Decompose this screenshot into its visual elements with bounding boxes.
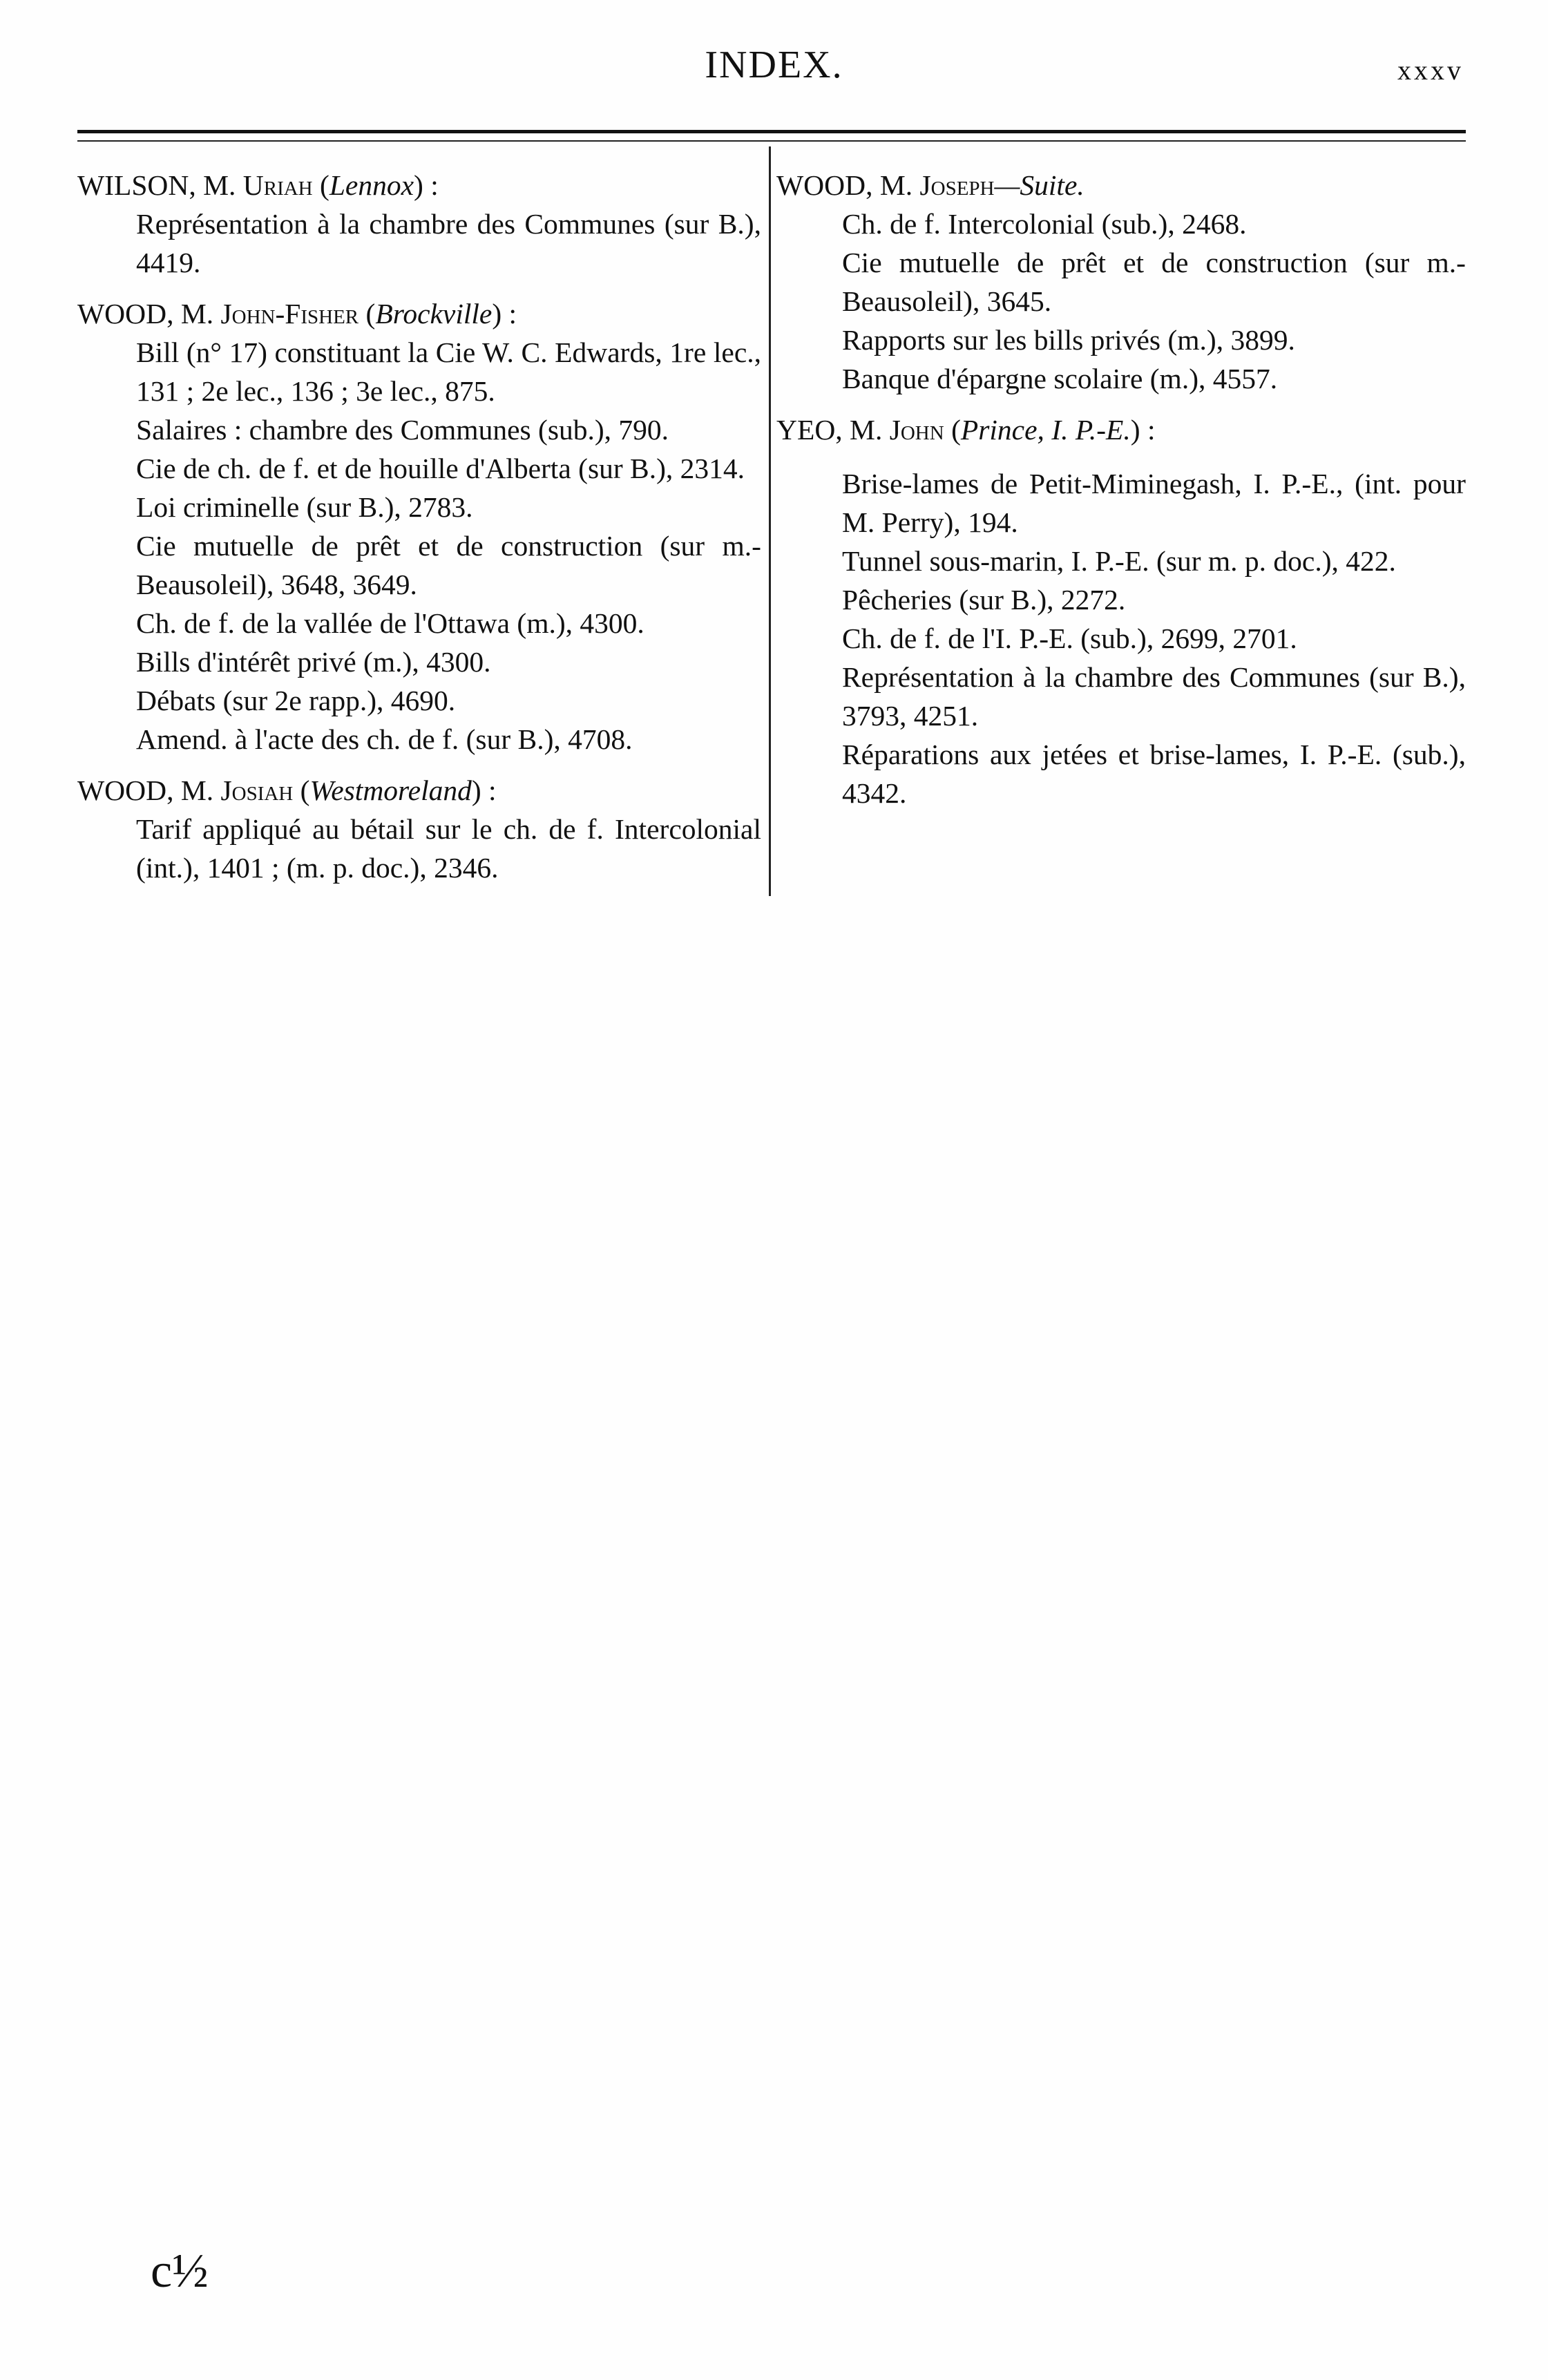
entry-name: WOOD, M. [77, 774, 221, 806]
entry-item: Représentation à la chambre des Communes (sur B.), 4419. [136, 208, 761, 278]
entry-item: Débats (sur 2e rapp.), 4690. [136, 685, 456, 716]
entry-heading: WOOD, M. John-Fisher (Brockville) : [77, 298, 517, 330]
entry-item: Réparations aux jetées et brise-lames, I. P.-E. (sub.), 4342. [842, 739, 1466, 809]
entry-name: WILSON, M. [77, 169, 243, 201]
entry-heading [776, 166, 1466, 204]
entry-item: Amend. à l'acte des ch. de f. (sur B.), 4708. [136, 723, 633, 755]
entry-suffix: —Suite. [994, 169, 1084, 201]
entry-item: Représentation à la chambre des Communes (sur B.), 3793, 4251. [842, 661, 1466, 732]
entry-first-name: Josiah [220, 774, 294, 806]
entry-item: Tarif appliqué au bétail sur le ch. de f. Intercolonial (int.), 1401 ; (m. p. doc.), 2346. [136, 813, 761, 884]
entry-item: Loi criminelle (sur B.), 2783. [136, 491, 473, 523]
entry-item: Banque d'épargne scolaire (m.), 4557. [842, 363, 1278, 394]
entry-riding: Brockville [375, 298, 493, 330]
index-entry-wood-john-fisher [77, 294, 761, 759]
page-title: INDEX. [705, 44, 843, 86]
header-rule-thin [77, 140, 1466, 142]
entry-name: WOOD, M. [77, 298, 221, 330]
entry-item: Ch. de f. Intercolonial (sub.), 2468. [842, 208, 1247, 240]
entry-first-name: John-Fisher [220, 298, 359, 330]
entry-item: Bills d'intérêt privé (m.), 4300. [136, 646, 491, 678]
entry-item: Cie mutuelle de prêt et de construction (sur m.-Beausoleil), 3645. [842, 247, 1466, 317]
index-entry-wood-josiah [77, 771, 761, 887]
entry-item: Pêcheries (sur B.), 2272. [842, 584, 1126, 616]
entry-item: Ch. de f. de la vallée de l'Ottawa (m.), 4300. [136, 607, 644, 639]
entry-riding: Lennox [329, 169, 414, 201]
entry-item: Brise-lames de Petit-Miminegash, I. P.-E., (int. pour M. Perry), 194. [842, 468, 1466, 538]
entry-item: Rapports sur les bills privés (m.), 3899. [842, 324, 1295, 356]
entry-name: YEO, M. [776, 414, 890, 446]
entry-heading: WOOD, M. Josiah (Westmoreland) : [77, 774, 497, 806]
entry-heading: YEO, M. John (Prince, I. P.-E.) : [776, 414, 1156, 446]
entry-first-name: Uriah [242, 169, 313, 201]
entry-heading: WILSON, M. Uriah (Lennox) : [77, 169, 439, 201]
entry-item: Bill (n° 17) constituant la Cie W. C. Edwards, 1re lec., 131 ; 2e lec., 136 ; 3e lec., 875. [136, 336, 761, 407]
right-column [776, 166, 1466, 812]
entry-first-name: Joseph [919, 169, 995, 201]
entry-item: Salaires : chambre des Communes (sub.), 790. [136, 414, 669, 446]
entry-item: Cie de ch. de f. et de houille d'Alberta (sur B.), 2314. [136, 453, 745, 484]
page-number: xxxv [1397, 55, 1464, 86]
entry-first-name: John [889, 414, 944, 446]
signature-mark: c½ [151, 2245, 209, 2298]
left-column [77, 166, 761, 887]
column-divider [769, 146, 771, 896]
index-entry-yeo-john [776, 410, 1466, 812]
entry-riding: Prince, I. P.-E. [960, 414, 1131, 446]
entry-name: WOOD, M. [776, 169, 920, 201]
entry-item: Cie mutuelle de prêt et de construction (sur m.-Beausoleil), 3648, 3649. [136, 530, 761, 600]
header-rule-thick [77, 130, 1466, 133]
index-entry-wood-joseph [776, 166, 1466, 398]
entry-item: Ch. de f. de l'I. P.-E. (sub.), 2699, 2701. [842, 622, 1297, 654]
entry-item: Tunnel sous-marin, I. P.-E. (sur m. p. doc.), 422. [842, 545, 1396, 577]
entry-riding: Westmoreland [309, 774, 472, 806]
index-entry-wilson [77, 166, 761, 282]
